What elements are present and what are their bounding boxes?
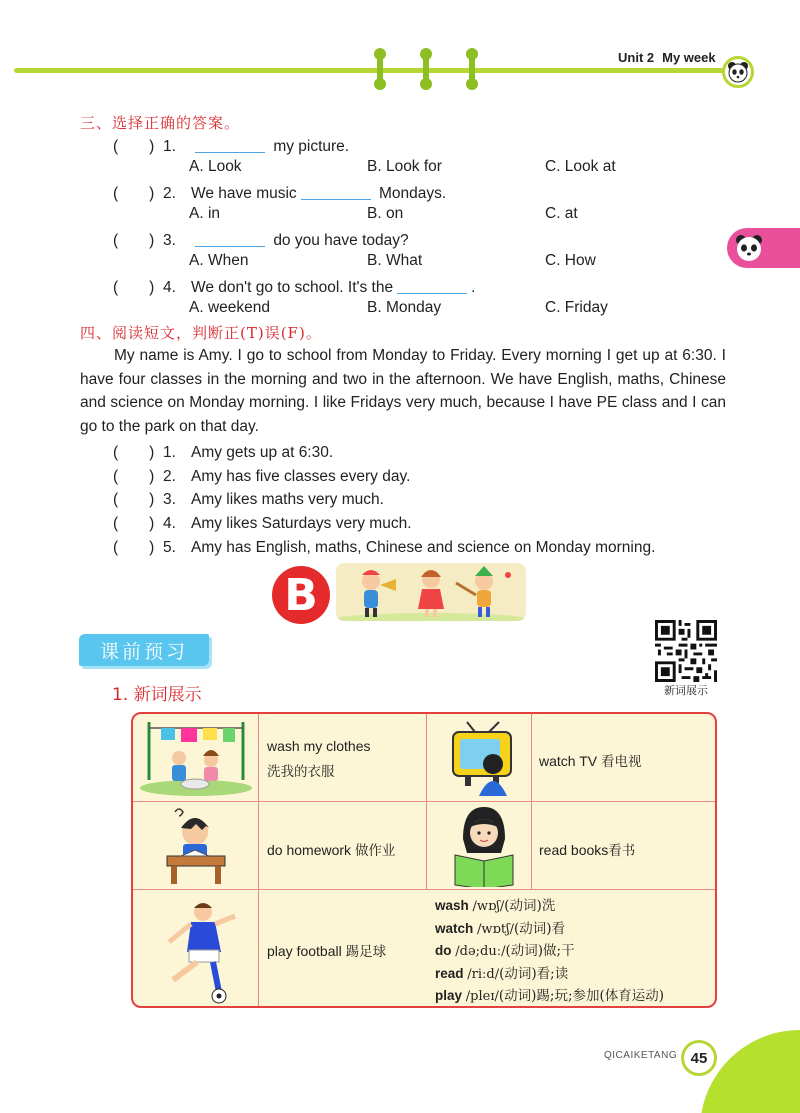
qr-code-icon[interactable]: [655, 620, 717, 682]
statement-4: [113, 511, 412, 533]
option-a: A. Look: [189, 158, 242, 175]
statement-5: [113, 535, 655, 557]
vocab-english: read books: [539, 842, 609, 858]
kids-illustration: [336, 563, 526, 621]
vocab-item-play-football: [267, 940, 386, 960]
binder-ring: [377, 52, 383, 86]
question-number: 1.: [163, 138, 176, 155]
word-list: [435, 895, 664, 1008]
answer-paren[interactable]: ( ): [113, 232, 155, 249]
option-b: B. on: [367, 205, 404, 222]
option-c: C. Friday: [545, 299, 608, 316]
phonetic: /wɒʃ/: [472, 899, 505, 914]
washing-clothes-icon: [139, 720, 253, 796]
question-text: We don't go to school. It's the: [191, 279, 394, 296]
unit-title: My week: [662, 50, 716, 65]
statement-text: Amy has English, maths, Chinese and science on Monday morning.: [191, 539, 656, 556]
panda-icon: [726, 60, 750, 84]
section-4-title: 四、阅读短文，判断正(T)误(F)。: [80, 324, 322, 342]
answer-paren[interactable]: ( ): [113, 491, 155, 508]
statement-text: Amy likes Saturdays very much.: [191, 515, 412, 532]
word: watch: [435, 920, 474, 936]
answer-paren[interactable]: ( ): [113, 444, 155, 461]
vocab-item-watch-tv: [539, 750, 642, 770]
phonetic: /pleɪ/: [465, 989, 499, 1004]
option-b: B. Look for: [367, 158, 442, 175]
qr-label: 新词展示: [664, 684, 708, 697]
option-b: B. What: [367, 252, 423, 269]
meaning: (动词)做;干: [505, 943, 575, 959]
table-divider: [133, 889, 715, 890]
vocab-english: wash my clothes: [267, 738, 371, 754]
answer-blank[interactable]: [195, 233, 265, 247]
question-text: do you have today?: [273, 232, 409, 249]
answer-paren[interactable]: ( ): [113, 279, 155, 296]
list-item: [435, 985, 664, 1008]
panda-badge-icon: [722, 56, 754, 88]
vocab-chinese: 做作业: [354, 843, 396, 859]
statement-2: [113, 464, 410, 486]
vocab-english: do homework: [267, 842, 352, 858]
binder-ring: [423, 52, 429, 86]
option-b: B. Monday: [367, 299, 442, 316]
vocab-table: [131, 712, 717, 1008]
table-divider: [531, 714, 532, 889]
vocab-english: play football: [267, 943, 342, 959]
list-item: [435, 963, 664, 986]
statement-text: Amy has five classes every day.: [191, 468, 411, 485]
preview-badge: 课前预习: [79, 634, 209, 666]
section-3-title: 三、选择正确的答案。: [80, 114, 241, 132]
phonetic: /wɒtʃ/: [477, 921, 514, 937]
meaning: (动词)看: [514, 920, 566, 937]
vocab-item-do-homework: [267, 839, 395, 859]
question-text: my picture.: [273, 138, 350, 155]
new-words-title: 1. 新词展示: [112, 685, 202, 705]
list-item: [435, 940, 664, 963]
vocab-chinese: 看书: [608, 843, 636, 859]
question-number: 2.: [163, 185, 176, 202]
phonetic: /riːd/: [467, 966, 500, 982]
answer-paren[interactable]: ( ): [113, 539, 155, 556]
question-2: [113, 181, 446, 203]
question-text: We have music: [191, 185, 297, 202]
option-c: C. Look at: [545, 158, 616, 175]
answer-blank[interactable]: [195, 139, 265, 153]
binder-ring: [469, 52, 475, 86]
option-a: A. weekend: [189, 299, 270, 316]
question-3: [113, 228, 409, 250]
question-number: 4.: [163, 279, 176, 296]
part-b-badge: B: [272, 566, 330, 624]
vocab-chinese: 看电视: [601, 754, 642, 770]
panda-icon: [733, 232, 765, 264]
answer-paren[interactable]: ( ): [113, 515, 155, 532]
word: do: [435, 943, 452, 958]
statement-number: 3.: [163, 491, 176, 508]
list-item: [435, 918, 664, 941]
homework-icon: [161, 806, 231, 886]
reading-passage: My name is Amy. I go to school from Monday to Friday. Every morning I get up at 6:30. I have four classes in the morning and two in the afternoon. We have English, maths, Chinese and science on Monday morning. I like Fridays very much, because I have PE class and I can go to the park on that day.: [80, 347, 726, 435]
statement-1: [113, 440, 333, 462]
corner-decoration: [700, 1030, 800, 1113]
meaning: (动词)洗: [504, 898, 556, 914]
meaning: (动词)踢;玩;参加(体育运动): [498, 988, 665, 1004]
question-4: [113, 275, 475, 297]
table-divider: [133, 801, 715, 802]
option-c: C. at: [545, 205, 578, 222]
table-divider: [258, 714, 259, 1006]
statement-3: [113, 487, 384, 509]
footer-brand: QICAIKETANG: [604, 1050, 678, 1061]
vocab-chinese: 洗我的衣服: [267, 764, 335, 780]
vocab-item-read-books: [539, 839, 635, 859]
vocab-chinese: 踢足球: [345, 944, 387, 960]
question-text: .: [471, 279, 476, 296]
answer-paren[interactable]: ( ): [113, 185, 155, 202]
statement-number: 5.: [163, 539, 176, 556]
statement-number: 2.: [163, 468, 176, 485]
meaning: (动词)看;读: [499, 965, 569, 982]
statement-number: 4.: [163, 515, 176, 532]
table-divider: [426, 714, 427, 889]
option-a: A. in: [189, 205, 221, 222]
answer-paren[interactable]: ( ): [113, 138, 155, 155]
option-a: A. When: [189, 252, 249, 269]
reading-girl-icon: [449, 805, 519, 887]
unit-number: Unit 2: [618, 50, 655, 65]
answer-paren[interactable]: ( ): [113, 468, 155, 485]
tv-icon: [445, 720, 521, 796]
football-player-icon: [157, 900, 243, 1004]
page-number: 45: [681, 1040, 717, 1076]
question-number: 3.: [163, 232, 176, 249]
phonetic: /də;duː/: [455, 944, 506, 959]
header-rule: [14, 68, 729, 73]
statement-text: Amy likes maths very much.: [191, 491, 384, 508]
option-c: C. How: [545, 252, 596, 269]
children-icon: [336, 563, 526, 621]
question-text: Mondays.: [378, 185, 447, 202]
unit-header: [618, 50, 716, 65]
statement-text: Amy gets up at 6:30.: [191, 444, 334, 461]
answer-blank[interactable]: [301, 186, 371, 200]
side-tab: [727, 228, 800, 268]
vocab-english: watch TV: [539, 753, 598, 769]
word: read: [435, 965, 464, 981]
question-1: [113, 134, 349, 156]
word: wash: [435, 898, 469, 913]
answer-blank[interactable]: [397, 280, 467, 294]
list-item: [435, 895, 664, 918]
statement-number: 1.: [163, 444, 176, 461]
word: play: [435, 988, 463, 1003]
